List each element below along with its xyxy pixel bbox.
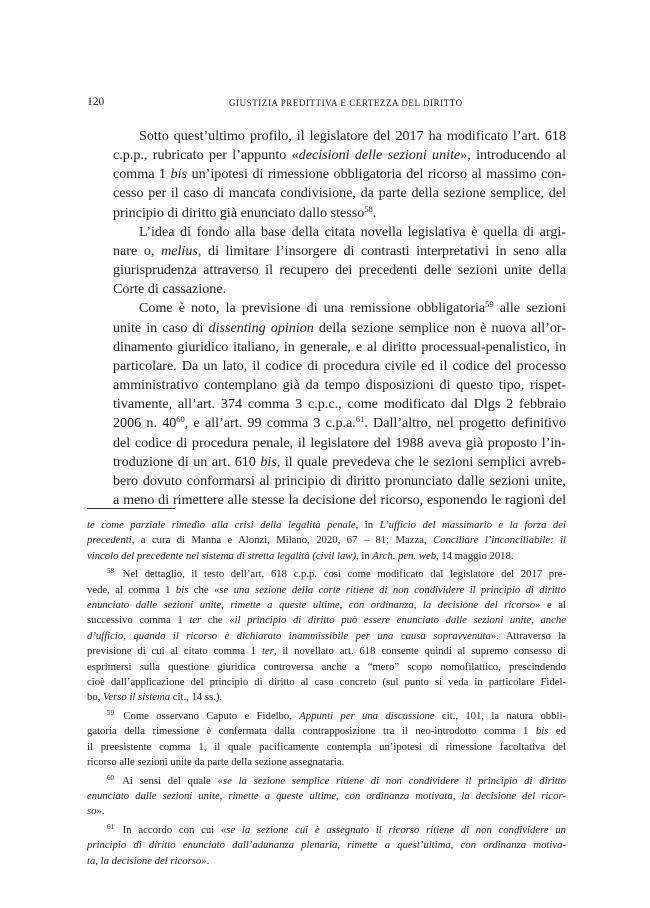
footnote-ref-60[interactable]: 60 — [176, 414, 185, 425]
footnote-60: $^{60}$ Ai sensi del quale «se la sezione semplice ritiene di non condividere il principio di diritto enunciato dalle sezioni unite, rimette a queste ultime, con ordinanza motivata, la decisione del ricor- so». — [87, 773, 566, 818]
footnote-ref-59[interactable]: 59 — [485, 299, 494, 310]
paragraph-3: Come è noto, la previsione di una remissione obbligatoria$^{59}$ alle sezioni unite in caso di dissenting opinion della sezione semplice non è nuova all’or- dinamento giuridico italiano, in generale, e al diritto processual-penalistico, in particolare. Da un lato, il codice di procedura civile ed il codice del processo amministrativo contemplano già da tempo disposizioni di questo tipo, rispet- tivamente, all’art. 374 comma 3 c.p.c., come modificato dal Dlgs 2 febbraio 2006 n. 40$^{60}$, e all’art. 99 comma 3 c.p.a.$^{61}$. Dall’altro, nel progetto definitivo del codice di procedura penale, il legislatore del 1988 aveva già proposto l’in- troduzione di un art. 610 bis, il quale prevedeva che le sezioni semplici avreb- bero dovuto conformarsi al principio di diritto pronunciato dalle sezioni unite, a meno di rimettere alle stesse la decisione del ricorso, esponendo le ragioni del — [113, 299, 566, 508]
footnote-separator — [87, 508, 175, 509]
paragraph-2: L’idea di fondo alla base della citata novella legislativa è quella di argi- nare o, melius, di limitare l’insorgere di contrasti interpretativi in seno alla giurisprudenza attraverso il recupero dei precedenti delle sezioni unite della Corte di cassazione. — [113, 223, 566, 298]
footnote-number: 58 — [107, 567, 114, 576]
footnote-number: 61 — [107, 822, 114, 831]
footnote-ref-61[interactable]: 61 — [355, 414, 365, 425]
footnote-number: 59 — [107, 708, 114, 717]
footnotes — [87, 518, 566, 869]
footnote-58: $^{58}$ Nel dettaglio, il testo dell’art. 618 c.p.p. così come modificato dal legislatore del 2017 pre- vede, al comma 1 bis che «se una sezione della corte ritiene di non condividere il principio di diritto enunciato dalle sezioni unite, rimette a queste ultime, con ordinanza, la decisione del ricorso» e al successivo comma 1 ter che «il principio di diritto può essere enunciato dalle sezioni unite, anche d’ufficio, quando il ricorso è dichiarato inammissibile per una causa sopravvenuta». Attraverso la previsione di cui al citato comma 1 ter, il novellato art. 618 consente quindi al supremo consesso di esprimersi sulla questione giuridica controversa anche a “mero” scopo nomofilattico, prescindendo cioè dall’applicazione del principio di diritto al caso concreto (sul punto si veda in particolare Fidel- bo, Verso il sistema cit., 14 ss.). — [87, 567, 567, 704]
footnote-number: 60 — [107, 773, 114, 782]
running-head: GIUSTIZIA PREDITTIVA E CERTEZZA DEL DIRITTO — [229, 98, 463, 108]
footnote-61: $^{61}$ In accordo con cui «se la sezione cui è assegnato il ricorso ritiene di non condividere un principio di diritto enunciato dall’adunanza plenaria, rimette a quest’ultima, con ordinanza motiva- ta, la decisione del ricorso». — [87, 822, 567, 867]
footnote-59: $^{59}$ Come osservano Caputo e Fidelbo, Appunti per una discussione cit., 101, la natura obbli- gatoria della rimessione è confermata dalla contrapposizione tra il neo-introdotto comma 1 bis ed il preesistente comma 1, il quale pacificamente contempla un’ipotesi di rimessione facoltativa del ricorso alle sezioni unite da parte della sezione assegnataria. — [87, 708, 566, 769]
footnote-ref-58[interactable]: 58 — [364, 203, 373, 214]
footnote-continuation: te come parziale rimedio alla crisi della legalità penale, in L’ufficio del massimario e la forza dei precedenti, a cura di Manna e Alonzi, Milano, 2020, 67 – 81; Mazza, Conciliare l’inconciliabile: il vincolo del precedente nel sistema di stretta legalità (civil law), in Arch. pen. web, 14 maggio 2018. — [87, 519, 567, 562]
paragraph-1: Sotto quest’ultimo profilo, il legislatore del 2017 ha modificato l’art. 618 c.p.p., rubricato per l’appunto «decisioni delle sezioni unite», introducendo al comma 1 bis un’ipotesi di rimessione obbligatoria del ricorso al massimo con- cesso per il caso di mancata condivisione, da parte della sezione semplice, del principio di diritto già enunciato dallo stesso$^{58}$. — [113, 128, 566, 221]
body-text — [87, 127, 566, 510]
page-number: 120 — [87, 96, 105, 108]
